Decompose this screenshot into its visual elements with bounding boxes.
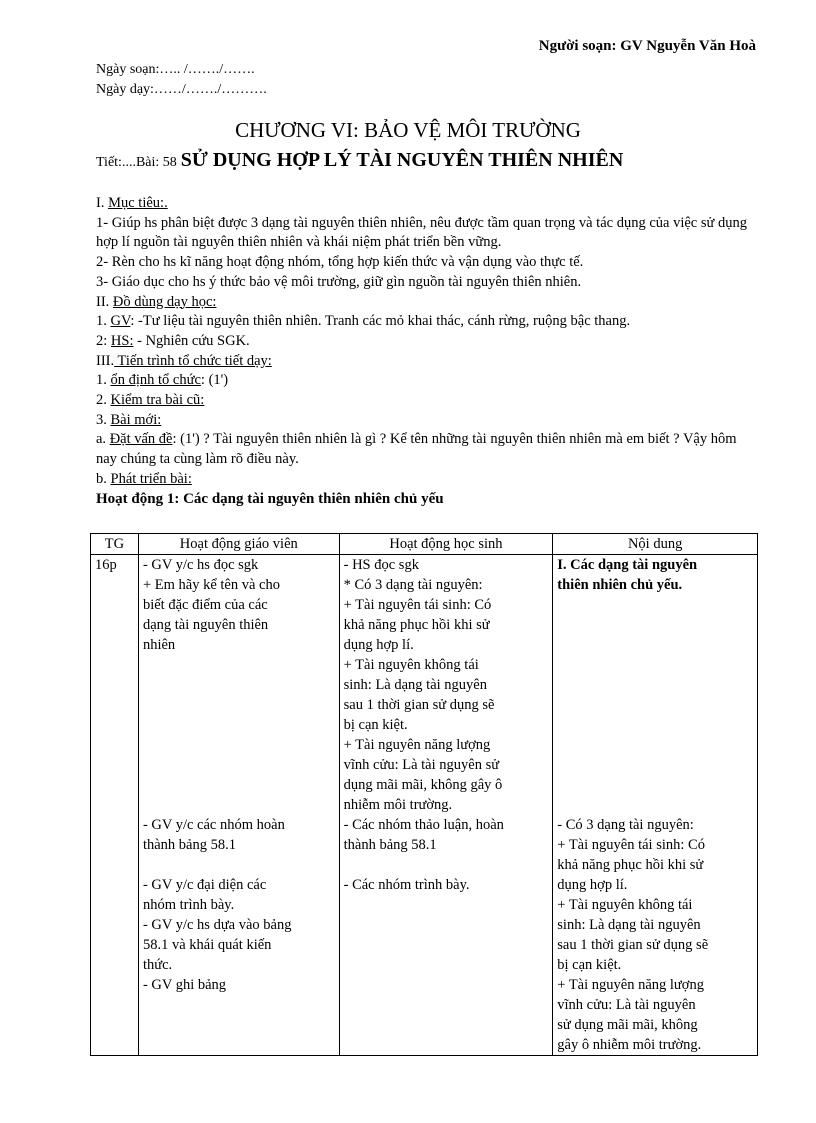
step-a <box>96 430 760 469</box>
step-heading: Phát triển bài: <box>110 470 192 487</box>
section-materials-heading <box>96 293 760 313</box>
content-line: sử dụng mãi mãi, không <box>557 1017 698 1033</box>
step-b <box>96 470 760 490</box>
student-line: - Các nhóm thảo luận, hoàn <box>343 817 504 833</box>
step-2 <box>96 391 760 411</box>
teacher-line: - GV y/c các nhóm hoàn <box>142 817 285 833</box>
student-line: - HS đọc sgk <box>343 557 419 573</box>
content-line: vĩnh cửu: Là tài nguyên <box>557 997 696 1013</box>
teacher-line: - GV y/c hs dựa vào bảng <box>142 917 292 933</box>
content-line: + Tài nguyên tái sinh: Có <box>557 837 705 853</box>
content-line: bị cạn kiệt. <box>557 957 622 973</box>
table-header-row <box>91 534 758 555</box>
item-number: 1. <box>96 372 107 389</box>
objective-3: 3- Giáo dục cho hs ý thức bảo vệ môi trường, giữ gìn nguồn tài nguyên thiên nhiên. <box>96 273 582 290</box>
lesson-prefix: Tiết:....Bài: 58 <box>96 155 177 170</box>
teacher-line: + Em hãy kể tên và cho <box>142 577 280 593</box>
date-prepared: Ngày soạn:….. /……./……. <box>96 62 255 77</box>
teacher-line: nhiên <box>142 637 176 653</box>
chapter-title: CHƯƠNG VI: BẢO VỆ MÔI TRƯỜNG <box>235 118 581 142</box>
header-teacher: Hoạt động giáo viên <box>138 534 339 555</box>
teacher-line: biết đặc điểm của các <box>142 597 268 613</box>
student-cell <box>339 555 553 1056</box>
student-line: bị cạn kiệt. <box>343 717 408 733</box>
step-heading: Đặt vấn đề <box>109 431 173 448</box>
content-line: khả năng phục hồi khi sử <box>557 857 704 873</box>
activity-title: Hoạt động 1: Các dạng tài nguyên thiên nhiên chủ yếu <box>96 490 444 507</box>
content-line: dụng hợp lí. <box>557 877 628 893</box>
step-3 <box>96 411 760 431</box>
content-cell <box>553 555 758 1056</box>
content-line: + Tài nguyên không tái <box>557 897 693 913</box>
section-process-heading <box>96 352 760 372</box>
table-row <box>91 555 758 1056</box>
lesson-body <box>96 194 760 509</box>
student-line: + Tài nguyên tái sinh: Có <box>343 597 492 613</box>
materials-student <box>96 332 760 352</box>
section-objectives-heading <box>96 194 760 214</box>
teacher-line: 58.1 và khái quát kiến <box>142 937 272 953</box>
date-taught: Ngày dạy:……/……./………. <box>96 82 267 97</box>
teacher-line: thức. <box>142 957 173 973</box>
teacher-line: - GV y/c đại diện các <box>142 877 267 893</box>
author-line: Người soạn: GV Nguyễn Văn Hoà <box>538 38 756 54</box>
student-line: nhiễm môi trường. <box>343 797 453 813</box>
item-number: 3. <box>96 411 107 428</box>
lesson-title-line <box>96 149 623 172</box>
student-materials: - Nghiên cứu SGK. <box>133 332 250 349</box>
item-number: 2: <box>96 332 108 349</box>
dates-block <box>96 60 267 100</box>
section-number: I. <box>96 195 105 211</box>
teacher-materials: : -Tư liệu tài nguyên thiên nhiên. Tranh các mỏ khai thác, cánh rừng, ruộng bậc thang. <box>130 313 631 330</box>
time-cell: 16p <box>91 555 139 1056</box>
step-heading: ổn định tổ chức <box>110 372 201 389</box>
content-line: sau 1 thời gian sử dụng sẽ <box>557 937 709 953</box>
student-line: khả năng phục hồi khi sử <box>343 617 490 633</box>
header-time: TG <box>91 534 139 555</box>
student-line: dụng hợp lí. <box>343 637 414 653</box>
step-time: : (1') <box>200 372 229 389</box>
item-number: 2. <box>96 392 107 409</box>
teacher-line: dạng tài nguyên thiên <box>142 617 269 633</box>
teacher-cell <box>138 555 339 1056</box>
header-student: Hoạt động học sinh <box>339 534 553 555</box>
teacher-label: GV <box>110 313 131 330</box>
section-heading: Tiến trình tổ chức tiết dạy: <box>114 352 272 369</box>
teacher-line: - GV ghi bảng <box>142 977 227 993</box>
section-heading: Đồ dùng dạy học: <box>112 293 217 310</box>
content-heading-line: I. Các dạng tài nguyên <box>557 557 698 573</box>
content-line: + Tài nguyên năng lượng <box>557 977 704 993</box>
item-number: b. <box>96 470 107 487</box>
step-heading: Bài mới: <box>110 411 162 428</box>
step-text: : (1') ? Tài nguyên thiên nhiên là gì ? Kể tên những tài nguyên thiên nhiên mà em biết ? Vậy hôm nay chúng ta cùng làm rõ điều này. <box>96 431 737 468</box>
content-line: gây ô nhiễm môi trường. <box>557 1037 702 1053</box>
section-heading: Mục tiêu:. <box>108 195 168 211</box>
student-line: sinh: Là dạng tài nguyên <box>343 677 487 693</box>
content-line: sinh: Là dạng tài nguyên <box>557 917 701 933</box>
item-number: 1. <box>96 313 107 330</box>
student-line: * Có 3 dạng tài nguyên: <box>343 577 483 593</box>
materials-teacher <box>96 312 760 332</box>
step-1 <box>96 371 760 391</box>
teacher-line: - GV y/c hs đọc sgk <box>142 557 259 573</box>
objective-1: 1- Giúp hs phân biệt được 3 dạng tài nguyên thiên nhiên, nêu được tầm quan trọng và tác dụng của việc sử dụng hợp lí nguồn tài nguyên thiên nhiên và khái niệm phát triển bền vững. <box>96 214 747 251</box>
content-heading-line: thiên nhiên chủ yếu. <box>557 577 683 593</box>
lesson-title: SỬ DỤNG HỢP LÝ TÀI NGUYÊN THIÊN NHIÊN <box>180 149 624 171</box>
item-number: a. <box>96 431 107 448</box>
step-heading: Kiểm tra bài cũ: <box>110 392 205 409</box>
student-line: vĩnh cửu: Là tài nguyên sử <box>343 757 500 773</box>
student-line: + Tài nguyên không tái <box>343 657 479 673</box>
teacher-line: nhóm trình bày. <box>142 897 235 913</box>
teacher-line: thành bảng 58.1 <box>142 837 236 853</box>
section-number: III. <box>96 352 115 369</box>
student-line: thành bảng 58.1 <box>343 837 437 853</box>
content-line: - Có 3 dạng tài nguyên: <box>557 817 694 833</box>
student-line: sau 1 thời gian sử dụng sẽ <box>343 697 495 713</box>
lesson-plan-table <box>90 533 758 1056</box>
student-line: - Các nhóm trình bày. <box>343 877 470 893</box>
student-line: dụng mãi mãi, không gây ô <box>343 777 503 793</box>
section-number: II. <box>96 293 110 310</box>
objective-2: 2- Rèn cho hs kĩ năng hoạt động nhóm, tổng hợp kiến thức và vận dụng vào thực tế. <box>96 254 584 271</box>
header-content: Nội dung <box>553 534 758 555</box>
student-label: HS: <box>110 332 134 349</box>
student-line: + Tài nguyên năng lượng <box>343 737 491 753</box>
